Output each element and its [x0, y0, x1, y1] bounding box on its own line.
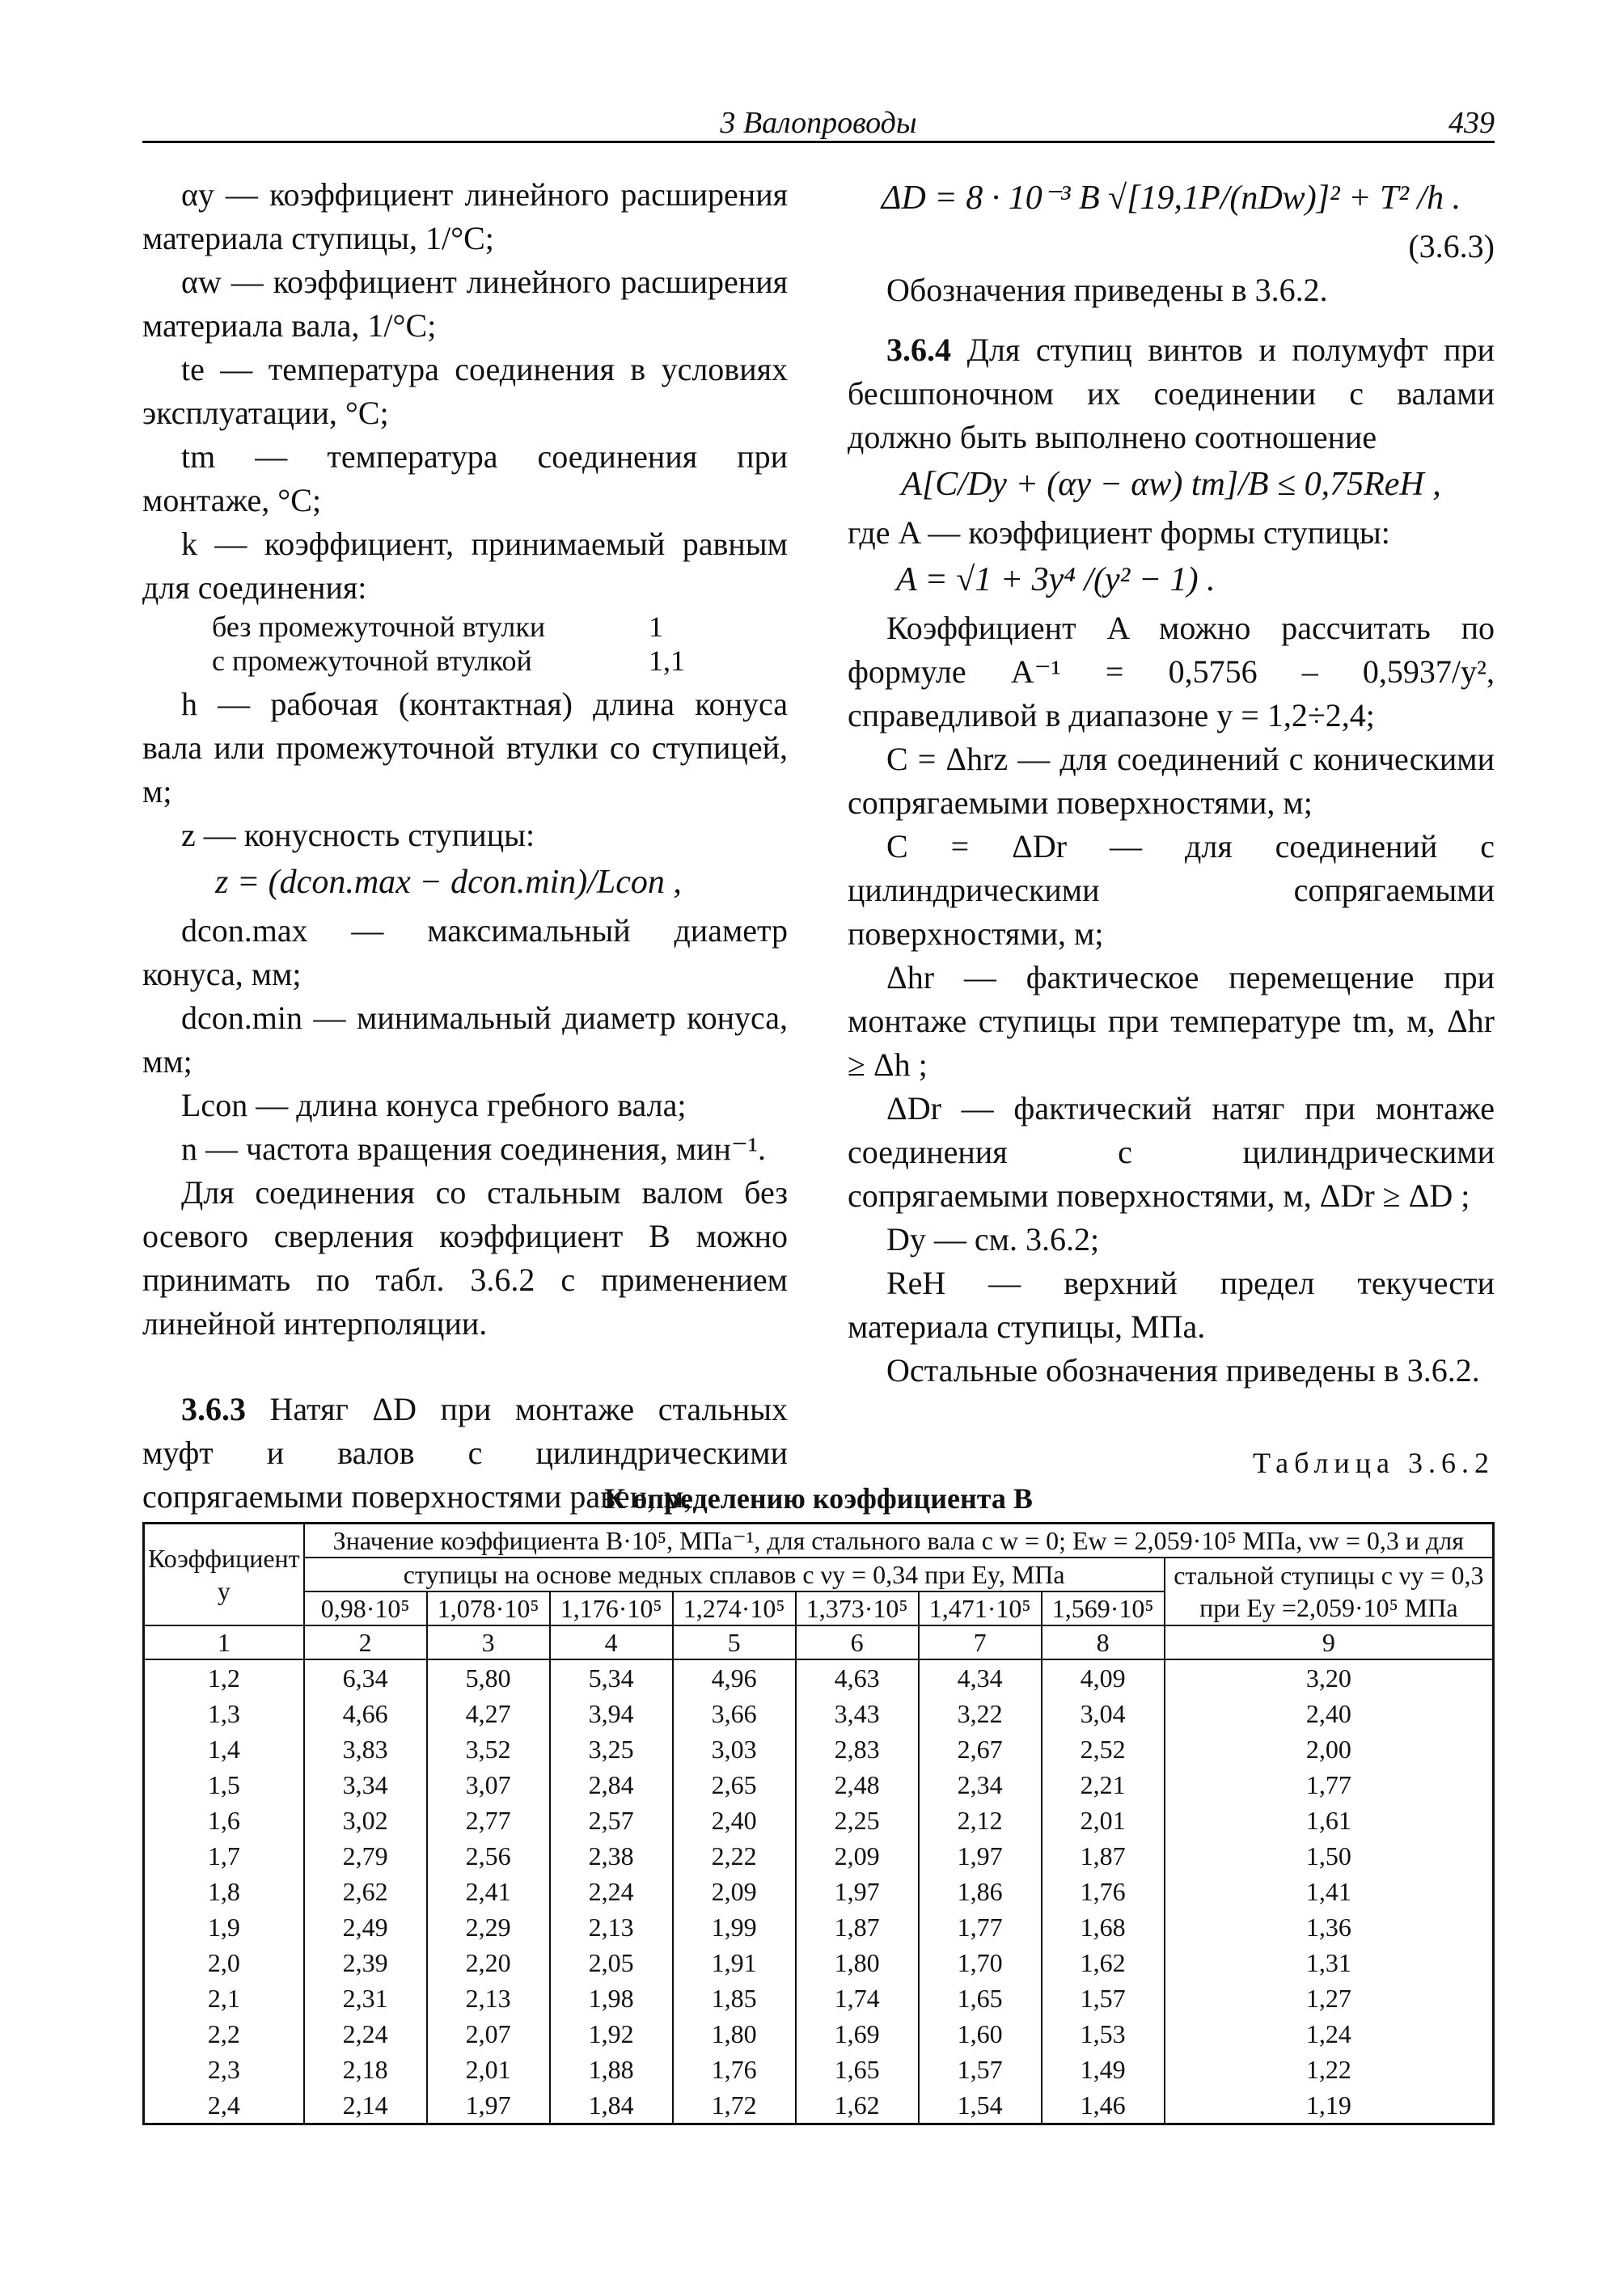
b-value-cell: 3,94	[550, 1696, 673, 1731]
b-value-cell: 5,80	[427, 1659, 550, 1696]
b-value-cell: 2,49	[304, 1909, 427, 1945]
right-column	[848, 173, 1495, 1393]
b-value-cell: 1,31	[1165, 1945, 1494, 1980]
table-row	[144, 1874, 1494, 1909]
b-value-cell: 1,91	[673, 1945, 796, 1980]
dcon-min-definition: dcon.min — минимальный диаметр конуса, мм;	[142, 1000, 788, 1080]
b-value-cell: 1,77	[1165, 1767, 1494, 1803]
b-value-cell: 2,57	[550, 1803, 673, 1838]
b-value-cell: 2,39	[304, 1945, 427, 1980]
b-value-cell: 2,77	[427, 1803, 550, 1838]
b-value-cell: 3,07	[427, 1767, 550, 1803]
b-value-cell: 2,48	[796, 1767, 919, 1803]
k-value-label: без промежуточной втулки	[212, 611, 546, 643]
b-value-cell: 1,60	[919, 2016, 1042, 2052]
b-value-cell: 2,05	[550, 1945, 673, 1980]
b-value-cell: 2,29	[427, 1909, 550, 1945]
b-value-cell: 1,76	[673, 2052, 796, 2087]
b-value-cell: 1,99	[673, 1909, 796, 1945]
b-value-cell: 1,74	[796, 1980, 919, 2016]
c-cylinder-definition: C = ΔDr — для соединений с цилиндрическими сопрягаемыми поверхностями, м;	[848, 828, 1495, 952]
section-title: 3 Валопроводы	[720, 106, 917, 140]
b-value-cell: 1,49	[1042, 2052, 1165, 2087]
b-value-cell: 1,84	[550, 2087, 673, 2124]
b-value-cell: 2,18	[304, 2052, 427, 2087]
b-value-cell: 1,24	[1165, 2016, 1494, 2052]
a-approximation: Коэффициент A можно рассчитать по формуле A⁻¹ = 0,5756 – 0,5937/y², справедливой в диапазоне y = 1,2÷2,4;	[848, 610, 1495, 733]
b-value-cell: 2,13	[550, 1909, 673, 1945]
group-header: Значение коэффициента B·10⁵, МПа⁻¹, для стального вала с w = 0; Ew = 2,059·10⁵ МПа, νw = 0,3 и для	[304, 1524, 1494, 1558]
b-value-cell: 1,98	[550, 1980, 673, 2016]
b-value-cell: 1,50	[1165, 1838, 1494, 1874]
b-value-cell: 1,87	[1042, 1838, 1165, 1874]
coefficient-b-table	[142, 1522, 1495, 2125]
table-title: К определению коэффициента B	[604, 1482, 1033, 1515]
b-value-cell: 2,13	[427, 1980, 550, 2016]
b-value-cell: 1,27	[1165, 1980, 1494, 2016]
b-value-cell: 3,43	[796, 1696, 919, 1731]
b-value-cell: 2,09	[673, 1874, 796, 1909]
table-row	[144, 1980, 1494, 2016]
section-3-6-3-number: 3.6.3	[181, 1391, 246, 1427]
b-value-cell: 1,46	[1042, 2087, 1165, 2124]
ey-header-cell: 1,373·10⁵	[796, 1591, 919, 1625]
y-value-cell: 1,8	[144, 1874, 304, 1909]
b-value-cell: 2,07	[427, 2016, 550, 2052]
y-value-cell: 1,2	[144, 1659, 304, 1696]
delta-h-definition: Δhr — фактическое перемещение при монтаже ступицы при температуре tm, м, Δhr ≥ Δh ;	[848, 959, 1495, 1083]
column-number-row	[144, 1625, 1494, 1659]
y-value-cell: 1,9	[144, 1909, 304, 1945]
b-value-cell: 4,34	[919, 1659, 1042, 1696]
table-row	[144, 1945, 1494, 1980]
b-value-cell: 1,57	[1042, 1980, 1165, 2016]
a-formula: A = √1 + 3y⁴ /(y² − 1) .	[896, 561, 1216, 598]
table-row	[144, 2016, 1494, 2052]
b-value-cell: 2,25	[796, 1803, 919, 1838]
b-value-cell: 2,38	[550, 1838, 673, 1874]
k-value-row	[142, 644, 788, 678]
b-value-cell: 2,56	[427, 1838, 550, 1874]
b-value-cell: 3,04	[1042, 1696, 1165, 1731]
section-3-6-4-text: Для ступиц винтов и полумуфт при бесшпоночном их соединении с валами должно быть выполнено соотношение	[848, 332, 1495, 455]
alpha-w-definition: αw — коэффициент линейного расширения материала вала, 1/°С;	[142, 264, 788, 344]
equation-number: (3.6.3)	[1408, 228, 1495, 264]
column-number: 5	[673, 1625, 796, 1659]
b-value-cell: 1,41	[1165, 1874, 1494, 1909]
b-value-cell: 2,01	[1042, 1803, 1165, 1838]
b-value-cell: 1,88	[550, 2052, 673, 2087]
table-row	[144, 2087, 1494, 2124]
h-definition: h — рабочая (контактная) длина конуса вала или промежуточной втулки со ступицей, м;	[142, 686, 788, 809]
column-number: 1	[144, 1625, 304, 1659]
ey-header-cell: 1,274·10⁵	[673, 1591, 796, 1625]
table-row	[144, 1696, 1494, 1731]
n-definition: n — частота вращения соединения, мин⁻¹.	[181, 1131, 767, 1167]
b-value-cell: 1,87	[796, 1909, 919, 1945]
page-header	[142, 102, 1495, 143]
copper-hub-header: ступицы на основе медных сплавов с νy = 0,34 при Ey, МПа	[304, 1558, 1165, 1591]
y-value-cell: 2,2	[144, 2016, 304, 2052]
b-value-cell: 1,97	[919, 1838, 1042, 1874]
b-value-cell: 1,65	[796, 2052, 919, 2087]
k-definition: k — коэффициент, принимаемый равным для соединения:	[142, 526, 788, 606]
b-value-cell: 1,70	[919, 1945, 1042, 1980]
b-value-cell: 1,86	[919, 1874, 1042, 1909]
b-value-cell: 2,09	[796, 1838, 919, 1874]
steel-shaft-paragraph: Для соединения со стальным валом без осевого сверления коэффициент B можно принимать по табл. 3.6.2 с применением линейной интерполяции.	[142, 1174, 788, 1342]
b-value-cell: 1,69	[796, 2016, 919, 2052]
b-value-cell: 2,21	[1042, 1767, 1165, 1803]
b-value-cell: 3,52	[427, 1731, 550, 1767]
z-definition: z — конусность ступицы:	[181, 817, 535, 853]
b-value-cell: 1,54	[919, 2087, 1042, 2124]
b-value-cell: 2,14	[304, 2087, 427, 2124]
k-value-row	[142, 610, 788, 644]
b-value-cell: 2,00	[1165, 1731, 1494, 1767]
b-value-cell: 1,77	[919, 1909, 1042, 1945]
b-value-cell: 1,65	[919, 1980, 1042, 2016]
y-value-cell: 1,3	[144, 1696, 304, 1731]
b-value-cell: 2,31	[304, 1980, 427, 2016]
b-value-cell: 3,83	[304, 1731, 427, 1767]
b-value-cell: 3,22	[919, 1696, 1042, 1731]
ey-header-cell: 1,569·10⁵	[1042, 1591, 1165, 1625]
b-value-cell: 1,22	[1165, 2052, 1494, 2087]
c-cone-definition: C = Δhrz — для соединений с коническими сопрягаемыми поверхностями, м;	[848, 741, 1495, 821]
b-value-cell: 3,66	[673, 1696, 796, 1731]
b-value-cell: 2,52	[1042, 1731, 1165, 1767]
b-value-cell: 1,85	[673, 1980, 796, 2016]
others-note: Остальные обозначения приведены в 3.6.2.	[886, 1352, 1480, 1389]
table-body	[144, 1659, 1494, 2124]
b-value-cell: 1,36	[1165, 1909, 1494, 1945]
table-row	[144, 1838, 1494, 1874]
b-value-cell: 1,61	[1165, 1803, 1494, 1838]
table-row	[144, 1909, 1494, 1945]
alpha-y-definition: αy — коэффициент линейного расширения материала ступицы, 1/°С;	[142, 176, 788, 256]
a-definition: где A — коэффициент формы ступицы:	[848, 514, 1390, 551]
y-value-cell: 2,1	[144, 1980, 304, 2016]
y-value-cell: 1,5	[144, 1767, 304, 1803]
k-value: 1,1	[649, 645, 685, 677]
hub-inequality-formula: A[C/Dy + (αy − αw) tm]/B ≤ 0,75ReH ,	[901, 466, 1441, 503]
b-value-cell: 3,20	[1165, 1659, 1494, 1696]
column-number: 9	[1165, 1625, 1494, 1659]
section-3-6-4-number: 3.6.4	[886, 332, 951, 368]
y-value-cell: 2,3	[144, 2052, 304, 2087]
column-number: 4	[550, 1625, 673, 1659]
b-value-cell: 2,79	[304, 1838, 427, 1874]
table-row	[144, 1767, 1494, 1803]
b-value-cell: 1,80	[673, 2016, 796, 2052]
ey-header-cell: 0,98·10⁵	[304, 1591, 427, 1625]
column-number: 2	[304, 1625, 427, 1659]
b-value-cell: 1,72	[673, 2087, 796, 2124]
y-value-cell: 1,6	[144, 1803, 304, 1838]
page-number: 439	[1448, 106, 1495, 140]
tm-definition: tm — температура соединения при монтаже, °С;	[142, 438, 788, 518]
b-value-cell: 1,68	[1042, 1909, 1165, 1945]
b-value-cell: 5,34	[550, 1659, 673, 1696]
b-value-cell: 2,62	[304, 1874, 427, 1909]
k-value: 1	[649, 611, 663, 643]
y-value-cell: 1,7	[144, 1838, 304, 1874]
te-definition: te — температура соединения в условиях эксплуатации, °С;	[142, 351, 788, 431]
b-value-cell: 2,67	[919, 1731, 1042, 1767]
y-value-cell: 1,4	[144, 1731, 304, 1767]
z-formula: z = (dcon.max − dcon.min)/Lcon ,	[215, 864, 682, 901]
b-value-cell: 1,62	[1042, 1945, 1165, 1980]
ey-header-cell: 1,471·10⁵	[919, 1591, 1042, 1625]
section-3-6-3-text: Натяг ΔD при монтаже стальных муфт и валов с цилиндрическими сопрягаемыми поверхностями равен, м,	[142, 1391, 789, 1515]
b-value-cell: 2,20	[427, 1945, 550, 1980]
table-row	[144, 1803, 1494, 1838]
left-column	[142, 173, 788, 1519]
reh-definition: ReH — верхний предел текучести материала ступицы, МПа.	[848, 1265, 1495, 1345]
steel-hub-header: стальной ступицы с νy = 0,3 при Ey =2,059·10⁵ МПа	[1165, 1558, 1494, 1625]
dcon-max-definition: dcon.max — максимальный диаметр конуса, мм;	[142, 912, 788, 992]
b-value-cell: 2,24	[304, 2016, 427, 2052]
table-row	[144, 1659, 1494, 1696]
b-value-cell: 2,65	[673, 1767, 796, 1803]
b-value-cell: 2,41	[427, 1874, 550, 1909]
table-row	[144, 2052, 1494, 2087]
b-value-cell: 1,76	[1042, 1874, 1165, 1909]
dy-definition: Dy — см. 3.6.2;	[886, 1221, 1100, 1258]
b-value-cell: 2,12	[919, 1803, 1042, 1838]
b-value-cell: 2,24	[550, 1874, 673, 1909]
b-value-cell: 1,62	[796, 2087, 919, 2124]
delta-dr-definition: ΔDr — фактический натяг при монтаже соединения с цилиндрическими сопрягаемыми поверхностями, м, ΔDr ≥ ΔD ;	[848, 1090, 1495, 1214]
col-y-header: Коэффициент y	[144, 1524, 304, 1626]
b-value-cell: 1,92	[550, 2016, 673, 2052]
column-number: 6	[796, 1625, 919, 1659]
column-number: 8	[1042, 1625, 1165, 1659]
b-value-cell: 1,97	[796, 1874, 919, 1909]
b-value-cell: 2,40	[1165, 1696, 1494, 1731]
b-value-cell: 3,34	[304, 1767, 427, 1803]
b-value-cell: 4,96	[673, 1659, 796, 1696]
b-value-cell: 2,22	[673, 1838, 796, 1874]
notation-note: Обозначения приведены в 3.6.2.	[886, 272, 1328, 308]
b-value-cell: 2,01	[427, 2052, 550, 2087]
ey-header-cell: 1,176·10⁵	[550, 1591, 673, 1625]
b-value-cell: 1,57	[919, 2052, 1042, 2087]
b-value-cell: 1,80	[796, 1945, 919, 1980]
b-value-cell: 6,34	[304, 1659, 427, 1696]
b-value-cell: 2,84	[550, 1767, 673, 1803]
column-number: 7	[919, 1625, 1042, 1659]
b-value-cell: 1,53	[1042, 2016, 1165, 2052]
b-value-cell: 1,19	[1165, 2087, 1494, 2124]
ey-header-cell: 1,078·10⁵	[427, 1591, 550, 1625]
b-value-cell: 4,66	[304, 1696, 427, 1731]
b-value-cell: 3,02	[304, 1803, 427, 1838]
b-value-cell: 3,25	[550, 1731, 673, 1767]
table-row	[144, 1731, 1494, 1767]
b-value-cell: 4,09	[1042, 1659, 1165, 1696]
b-value-cell: 2,34	[919, 1767, 1042, 1803]
b-value-cell: 1,97	[427, 2087, 550, 2124]
b-value-cell: 4,63	[796, 1659, 919, 1696]
lcon-definition: Lcon — длина конуса гребного вала;	[181, 1087, 687, 1123]
column-number: 3	[427, 1625, 550, 1659]
delta-d-formula: ΔD = 8 · 10⁻³ B √[19,1P/(nDw)]² + T² /h .	[881, 180, 1461, 217]
b-value-cell: 2,83	[796, 1731, 919, 1767]
b-value-cell: 4,27	[427, 1696, 550, 1731]
section-3-6-4	[848, 328, 1495, 459]
table-label: Таблица 3.6.2	[1253, 1447, 1495, 1479]
b-value-cell: 3,03	[673, 1731, 796, 1767]
y-value-cell: 2,0	[144, 1945, 304, 1980]
k-value-label: с промежуточной втулкой	[212, 645, 532, 677]
y-value-cell: 2,4	[144, 2087, 304, 2124]
b-value-cell: 2,40	[673, 1803, 796, 1838]
